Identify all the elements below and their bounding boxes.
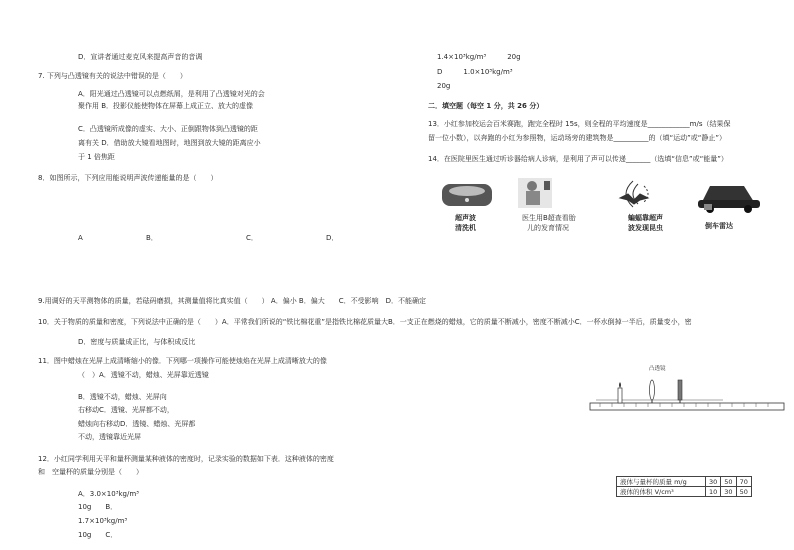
q11-stem: 11．图中蜡烛在光屏上成清晰缩小的像．下列哪一项操作可能使烛焰在光屏上成清晰放大的像 (38, 357, 327, 365)
table-row (617, 487, 752, 497)
q6-option-d: D．宣讲者通过麦克风来提高声音的音调 (78, 53, 203, 61)
table-cell: 10 (706, 487, 721, 497)
table-row (617, 477, 752, 487)
label-bat-line2: 波发现昆虫 (628, 224, 663, 232)
q11-line4: 蜡烛向右移动D．透镜、蜡烛、光屏都 (78, 420, 196, 428)
label-b-scan-line1: 医生用B超查看胎 (522, 214, 576, 222)
table-row-label-volume: 液体的体积 V/cm³ (617, 487, 706, 497)
q7-option-a-line2: 聚作用 B．投影仪能使物体在屏幕上成正立、放大的虚像 (78, 102, 254, 110)
q14-text: 14．在医院里医生通过听诊器给病人诊病，是利用了声可以传递_______（选填“信息”或“能量”） (428, 155, 728, 163)
q9-text: 9.用调好的天平测物体的质量，若砝码磨损，其测量值将比真实值（ ） A．偏小 B．偏大 C．不受影响 D．不能确定 (38, 297, 426, 305)
q13-line1: 13．小红参加校运会百米赛跑，跑完全程时 15s，则全程的平均速度是____________m/s（结果保 (428, 120, 731, 128)
q12-option-d-mass: 20g (437, 82, 451, 90)
q10-stem: 10．关于物质的质量和密度，下列说法中正确的是（ ）A．平常我们所说的“铁比棉花重”是指铁比棉花质量大B．一支正在燃烧的蜡烛，它的质量不断减小，密度不断减小C．一杯水倒掉一半后，质量变小，密 (38, 318, 692, 326)
table-cell: 30 (721, 487, 736, 497)
candle-icon (618, 382, 622, 403)
q12-option-c-value: 1.4×10³kg/m³ 20g (437, 53, 521, 61)
label-bat-line1: 蝙蝠靠超声 (628, 214, 663, 222)
q12-stem-line2: 和 空量杯的质量分别是（ ） (38, 468, 143, 476)
optical-bench-diagram (588, 370, 788, 425)
table-row-label-mass: 液体与量杯的质量 m/g (617, 477, 706, 487)
q7-option-c-line3: 于 1 倍焦距 (78, 153, 115, 161)
q7-stem: 7. 下列与凸透镜有关的说法中错误的是（ ） (38, 72, 187, 80)
ultrasonic-cleaner-image (442, 184, 492, 206)
q12-option-a-mass: 10g B． (78, 503, 118, 511)
q7-option-c-line1: C．凸透镜所成像的虚实、大小、正倒跟物体到凸透镜的距 (78, 125, 258, 133)
car-radar-image (698, 186, 760, 213)
table-cell: 50 (736, 487, 751, 497)
light-screen-icon (678, 380, 682, 403)
q11-line5: 不动，透镜靠近光屏 (78, 433, 141, 441)
q12-option-b-mass: 10g C． (78, 531, 118, 539)
q8-option-d: D． (326, 234, 339, 242)
table-cell: 50 (721, 477, 736, 487)
q11-line3: 右移动C．透镜、光屏都不动， (78, 406, 174, 414)
b-ultrasound-image (518, 178, 552, 208)
bat-image (620, 181, 648, 207)
q8-option-c: C． (246, 234, 258, 242)
label-b-scan-line2: 儿的发育情况 (527, 224, 569, 232)
q10-option-d: D．密度与质量成正比，与体积成反比 (78, 338, 196, 346)
table-cell: 70 (736, 477, 751, 487)
convex-lens-icon (650, 380, 655, 403)
q8-stem: 8．如图所示，下列应用能说明声波传递能量的是（ ） (38, 174, 218, 182)
q12-option-d-value: D 1.0×10³kg/m³ (437, 68, 513, 76)
q13-line2: 留一位小数），以奔跑的小红为参照物，运动场旁的建筑物是__________的（填“运动”或“静止”） (428, 134, 727, 142)
q11-line2: B．透镜不动，蜡烛、光屏向 (78, 393, 167, 401)
q8-option-a: A (78, 234, 83, 242)
q12-stem-line1: 12．小红同学利用天平和量杯测量某种液体的密度时，记录实验的数据如下表．这种液体的密度 (38, 455, 334, 463)
label-ultrasonic-line1: 超声波 (455, 214, 476, 222)
q8-option-b: B． (146, 234, 158, 242)
lens-label: 凸透镜 (649, 366, 666, 372)
q11-line1: （ ）A．透镜不动，蜡烛、光屏靠近透镜 (78, 371, 209, 379)
table-cell: 30 (706, 477, 721, 487)
q12-option-a: A．3.0×10³kg/m³ (78, 490, 139, 498)
label-car-radar: 倒车雷达 (705, 222, 733, 230)
q12-option-b: 1.7×10³kg/m³ (78, 517, 128, 525)
q7-option-c-line2: 离有关 D．借助放大镜看地图时，地图到放大镜的距离应小 (78, 139, 261, 147)
q7-option-a-line1: A．阳光通过凸透镜可以点燃纸屑，是利用了凸透镜对光的会 (78, 90, 265, 98)
label-ultrasonic-line2: 清洗机 (455, 224, 476, 232)
section-fill-in-title: 二．填空题（每空 1 分，共 26 分） (428, 102, 544, 110)
q12-data-table (616, 476, 752, 497)
